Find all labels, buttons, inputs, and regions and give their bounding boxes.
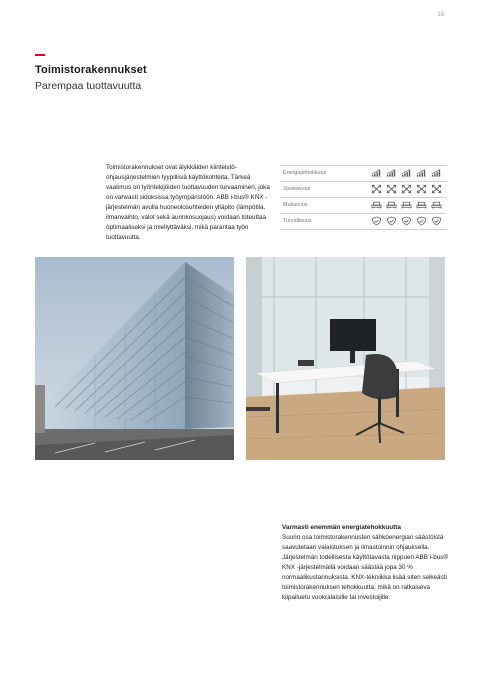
comfort-sofa-icon — [416, 200, 427, 210]
security-shield-icon — [386, 216, 397, 226]
open-office-photo — [246, 257, 445, 460]
benefit-label: Mukavuus — [283, 202, 308, 208]
benefit-icons — [371, 168, 442, 178]
energy-section-title: Varmasti enemmän energiatehokkuutta — [282, 524, 401, 531]
benefit-label: Turvallisuus — [283, 218, 312, 224]
benefit-icons — [371, 200, 442, 210]
page-title: Toimistorakennukset — [35, 64, 147, 76]
page-subtitle: Parempaa tuottavuutta — [35, 80, 142, 92]
energy-bars-icon — [416, 168, 427, 178]
comfort-sofa-icon — [371, 200, 382, 210]
flexibility-arrows-icon — [386, 184, 397, 194]
comfort-sofa-icon — [386, 200, 397, 210]
intro-paragraph: Toimistorakennukset ovat älykkäiden kiinteistö-ohjausjärjestelmien tyypillisiä käyttökohteita. Tärkeä vaatimus on työntekijöiden tuottavuuden turvaaminen, joka on vahvasti sidoksissa työympäristöön. ABB i-bus® KNX -järjestelmän avulla huoneolosuhteiden ylläpito (lämpötila, ilmanvaihto, valot sekä aurinkosuojaus) voidaan toteuttaa optimaaliseksi ja miellyttäväksi, mikä parantaa työn tuottavuutta. — [106, 164, 270, 241]
security-shield-icon — [401, 216, 412, 226]
benefit-label: Energiatehokkuus — [283, 170, 327, 176]
energy-bars-icon — [401, 168, 412, 178]
comfort-sofa-icon — [431, 200, 442, 210]
energy-bars-icon — [386, 168, 397, 178]
security-shield-icon — [416, 216, 427, 226]
security-shield-icon — [371, 216, 382, 226]
benefit-row-energy — [280, 165, 446, 182]
accent-bar — [35, 54, 45, 56]
flexibility-arrows-icon — [401, 184, 412, 194]
benefit-row-security — [280, 214, 446, 230]
benefit-icons — [371, 184, 442, 194]
comfort-sofa-icon — [401, 200, 412, 210]
flexibility-arrows-icon — [431, 184, 442, 194]
energy-section-text: Suurin osa toimistorakennusten sähköenergian säästöistä saavutetaan valaistuksen ja ilmastoinnin ohjauksella. Järjestelmän todellisesta käyttötavasta riippuen ABB i-bus® KNX -järjestelmällä voidaan säästää jopa 30 % normaalikustannuksista. KNX-tekniikka lisää siten selkeästi toimistorakennuksen tehokkuutta, mikä on ratkaiseva kilpailuetu vuokralaisille tai investoijille. — [282, 534, 448, 601]
benefit-label: Joustavuus — [283, 186, 311, 192]
energy-bars-icon — [371, 168, 382, 178]
page-number: 19 — [437, 12, 444, 18]
benefits-table — [280, 165, 446, 230]
flexibility-arrows-icon — [416, 184, 427, 194]
benefit-row-flexibility — [280, 182, 446, 198]
energy-bars-icon — [431, 168, 442, 178]
flexibility-arrows-icon — [371, 184, 382, 194]
office-building-photo — [35, 257, 234, 460]
security-shield-icon — [431, 216, 442, 226]
benefit-row-comfort — [280, 198, 446, 214]
benefit-icons — [371, 216, 442, 226]
